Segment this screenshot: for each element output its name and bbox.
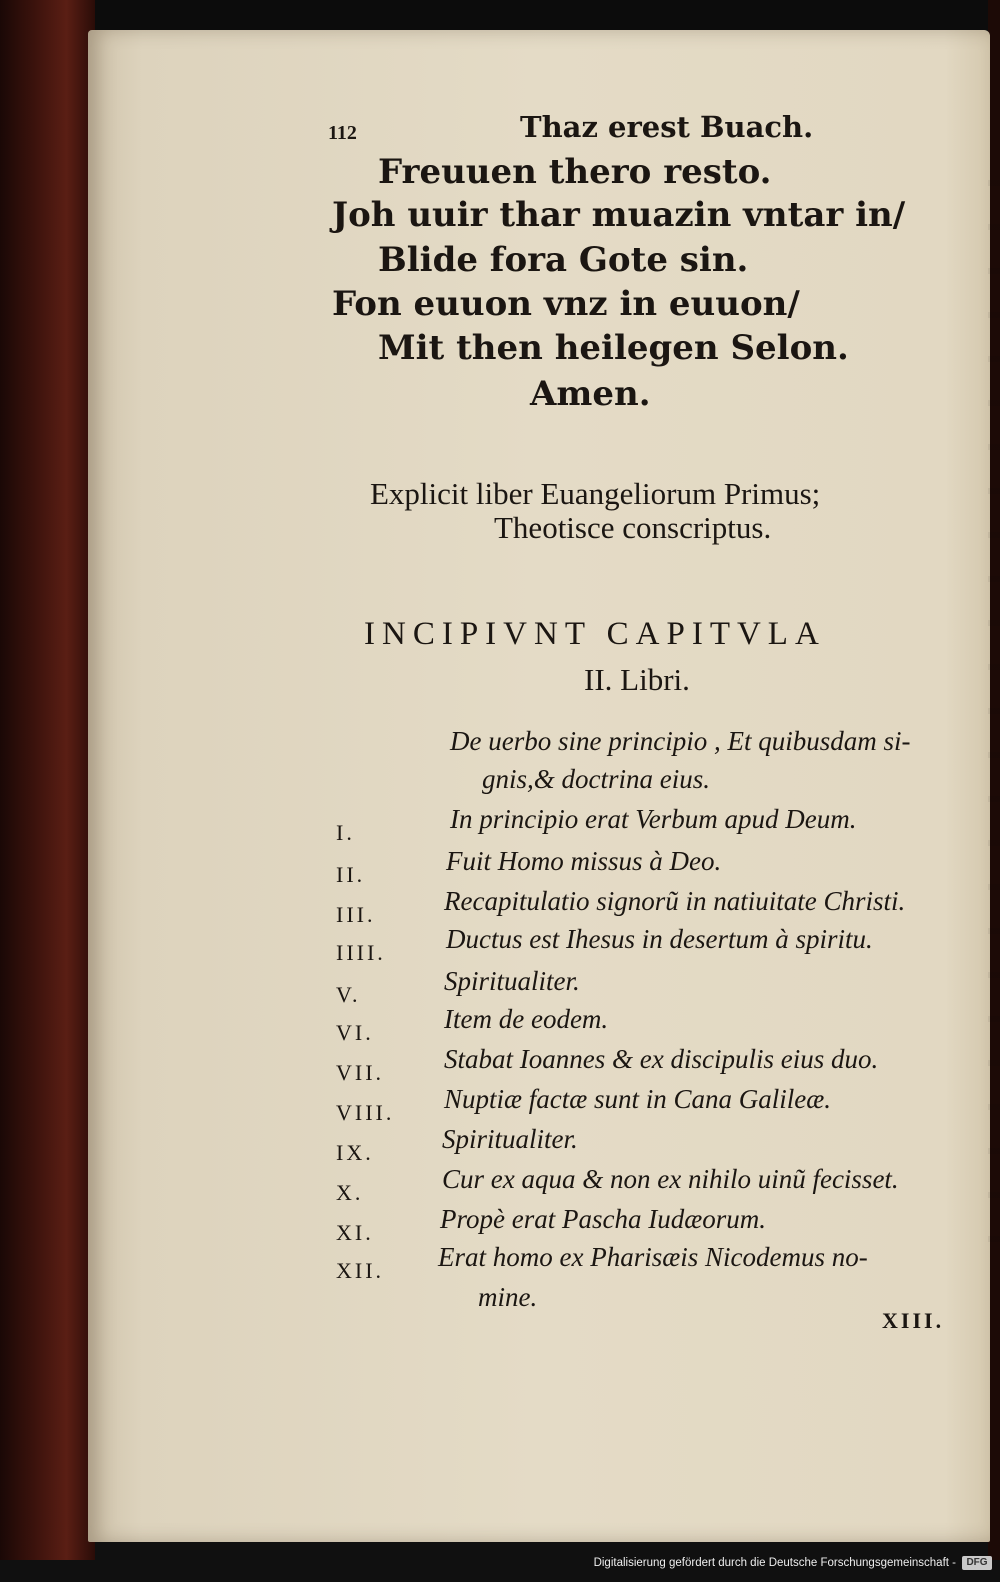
explicit-line-1: Explicit liber Euangeliorum Primus;: [370, 476, 821, 511]
chapter-number: V.: [336, 982, 361, 1007]
footer-text: Digitalisierung gefördert durch die Deutsche Forschungsgemeinschaft -: [593, 1557, 956, 1569]
running-title: Thaz erest Buach.: [520, 110, 814, 144]
chapter-title-continuation: mine.: [478, 1282, 538, 1312]
section-subheading: II. Libri.: [584, 662, 690, 697]
chapter-title: Spiritualiter.: [442, 1124, 578, 1154]
book-page: [88, 30, 990, 1542]
intro-line-1: De uerbo sine principio , Et quibusdam si-: [450, 726, 911, 756]
chapter-title: Recapitulatio signorũ in natiuitate Christi.: [444, 886, 906, 916]
scan-top-edge: [0, 0, 1000, 30]
chapter-number: III.: [336, 902, 376, 927]
chapter-title: Cur ex aqua & non ex nihilo uinũ fecisset.: [442, 1164, 899, 1194]
intro-line-2: gnis,& doctrina eius.: [482, 764, 710, 794]
chapter-title: Erat homo ex Pharisæis Nicodemus no-: [438, 1242, 868, 1272]
chapter-title: Stabat Ioannes & ex discipulis eius duo.: [444, 1044, 879, 1074]
chapter-number: XII.: [336, 1258, 385, 1283]
section-heading: INCIPIVNT CAPITVLA: [364, 616, 826, 652]
verse-line-2: Joh uuir thar muazin vntar in/: [332, 195, 906, 235]
chapter-number: VI.: [336, 1020, 374, 1045]
explicit-line-2: Theotisce conscriptus.: [494, 510, 772, 545]
chapter-number: IX.: [336, 1140, 374, 1165]
chapter-title: Ductus est Ihesus in desertum à spiritu.: [446, 924, 873, 954]
verse-line-4: Fon euuon vnz in euuon/: [332, 284, 800, 324]
show-through: [988, 180, 1000, 1280]
chapter-number: VIII.: [336, 1100, 395, 1125]
chapter-title: Item de eodem.: [444, 1004, 609, 1034]
chapter-title: Spiritualiter.: [444, 966, 580, 996]
chapter-title: Propè erat Pascha Iudæorum.: [440, 1204, 766, 1234]
verse-line-3: Blide fora Gote sin.: [378, 240, 749, 280]
chapter-title: In principio erat Verbum apud Deum.: [450, 804, 857, 834]
chapter-number: XI.: [336, 1220, 374, 1245]
verse-line-1: Freuuen thero resto.: [378, 152, 772, 192]
page-number: 112: [328, 122, 357, 144]
chapter-number: VII.: [336, 1060, 385, 1085]
digitization-footer: [593, 1553, 1000, 1575]
book-spine: [0, 0, 95, 1560]
verse-line-5: Mit then heilegen Selon.: [378, 328, 849, 368]
dfg-logo: DFG: [962, 1556, 992, 1570]
chapter-number: II.: [336, 862, 366, 887]
chapter-title: Nuptiæ factæ sunt in Cana Galileæ.: [444, 1084, 832, 1114]
chapter-number: I.: [336, 820, 355, 845]
catchword: XIII.: [882, 1308, 945, 1333]
chapter-title: Fuit Homo missus à Deo.: [446, 846, 722, 876]
chapter-number: IIII.: [336, 940, 386, 965]
verse-line-6: Amen.: [530, 374, 651, 414]
chapter-number: X.: [336, 1180, 364, 1205]
